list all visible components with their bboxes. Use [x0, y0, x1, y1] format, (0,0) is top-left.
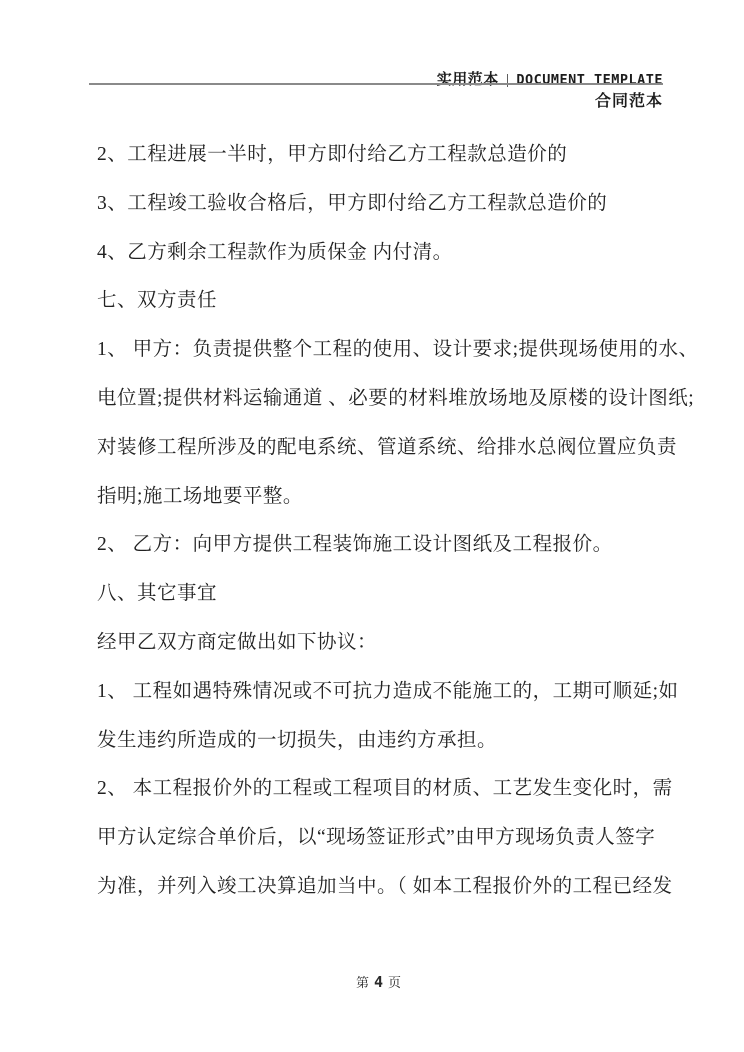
document-line: 2、工程进展一半时，甲方即付给乙方工程款总造价的: [97, 144, 568, 165]
brand-cn-text: 实用范本: [436, 72, 499, 88]
document-line: 指明;施工场地要平整。: [97, 485, 303, 507]
document-line: 发生违约所造成的一切损失，由违约方承担。: [97, 729, 498, 751]
brand-separator: |: [505, 72, 510, 88]
document-line: 电位置;提供材料运输通道 、必要的材料堆放场地及原楼的设计图纸;: [97, 387, 695, 409]
document-line: 八、其它事宜: [97, 583, 218, 605]
document-line: 为准，并列入竣工决算追加当中。（ 如本工程报价外的工程已经发: [97, 875, 673, 897]
page-number: 4: [373, 973, 384, 991]
document-line: 4、乙方剩余工程款作为质保金 内付清。: [97, 241, 453, 263]
header-divider: [89, 83, 663, 85]
document-line: 甲方认定综合单价后，以“现场签证形式”由甲方现场负责人签字: [97, 827, 656, 849]
document-line: 3、工程竣工验收合格后，甲方即付给乙方工程款总造价的: [97, 192, 608, 214]
document-line: 1、 工程如遇特殊情况或不可抗力造成不能施工的，工期可顺延;如: [97, 680, 679, 702]
brand-en-text: DOCUMENT TEMPLATE: [516, 72, 663, 88]
document-line: 2、 乙方：向甲方提供工程装饰施工设计图纸及工程报价。: [97, 534, 613, 556]
footer-prefix: 第: [355, 975, 369, 990]
page-footer: [0, 956, 744, 1007]
document-line: 七、双方责任: [97, 290, 218, 312]
document-category: 合同范本: [594, 93, 663, 110]
document-body: [97, 131, 699, 912]
document-line: 经甲乙双方商定做出如下协议：: [97, 631, 378, 653]
document-line: 1、 甲方：负责提供整个工程的使用、设计要求;提供现场使用的水、: [97, 339, 699, 361]
footer-suffix: 页: [388, 975, 402, 990]
document-line: 对装修工程所涉及的配电系统、管道系统、给排水总阀位置应负责: [97, 436, 678, 458]
document-line: 2、 本工程报价外的工程或工程项目的材质、工艺发生变化时，需: [97, 778, 673, 800]
